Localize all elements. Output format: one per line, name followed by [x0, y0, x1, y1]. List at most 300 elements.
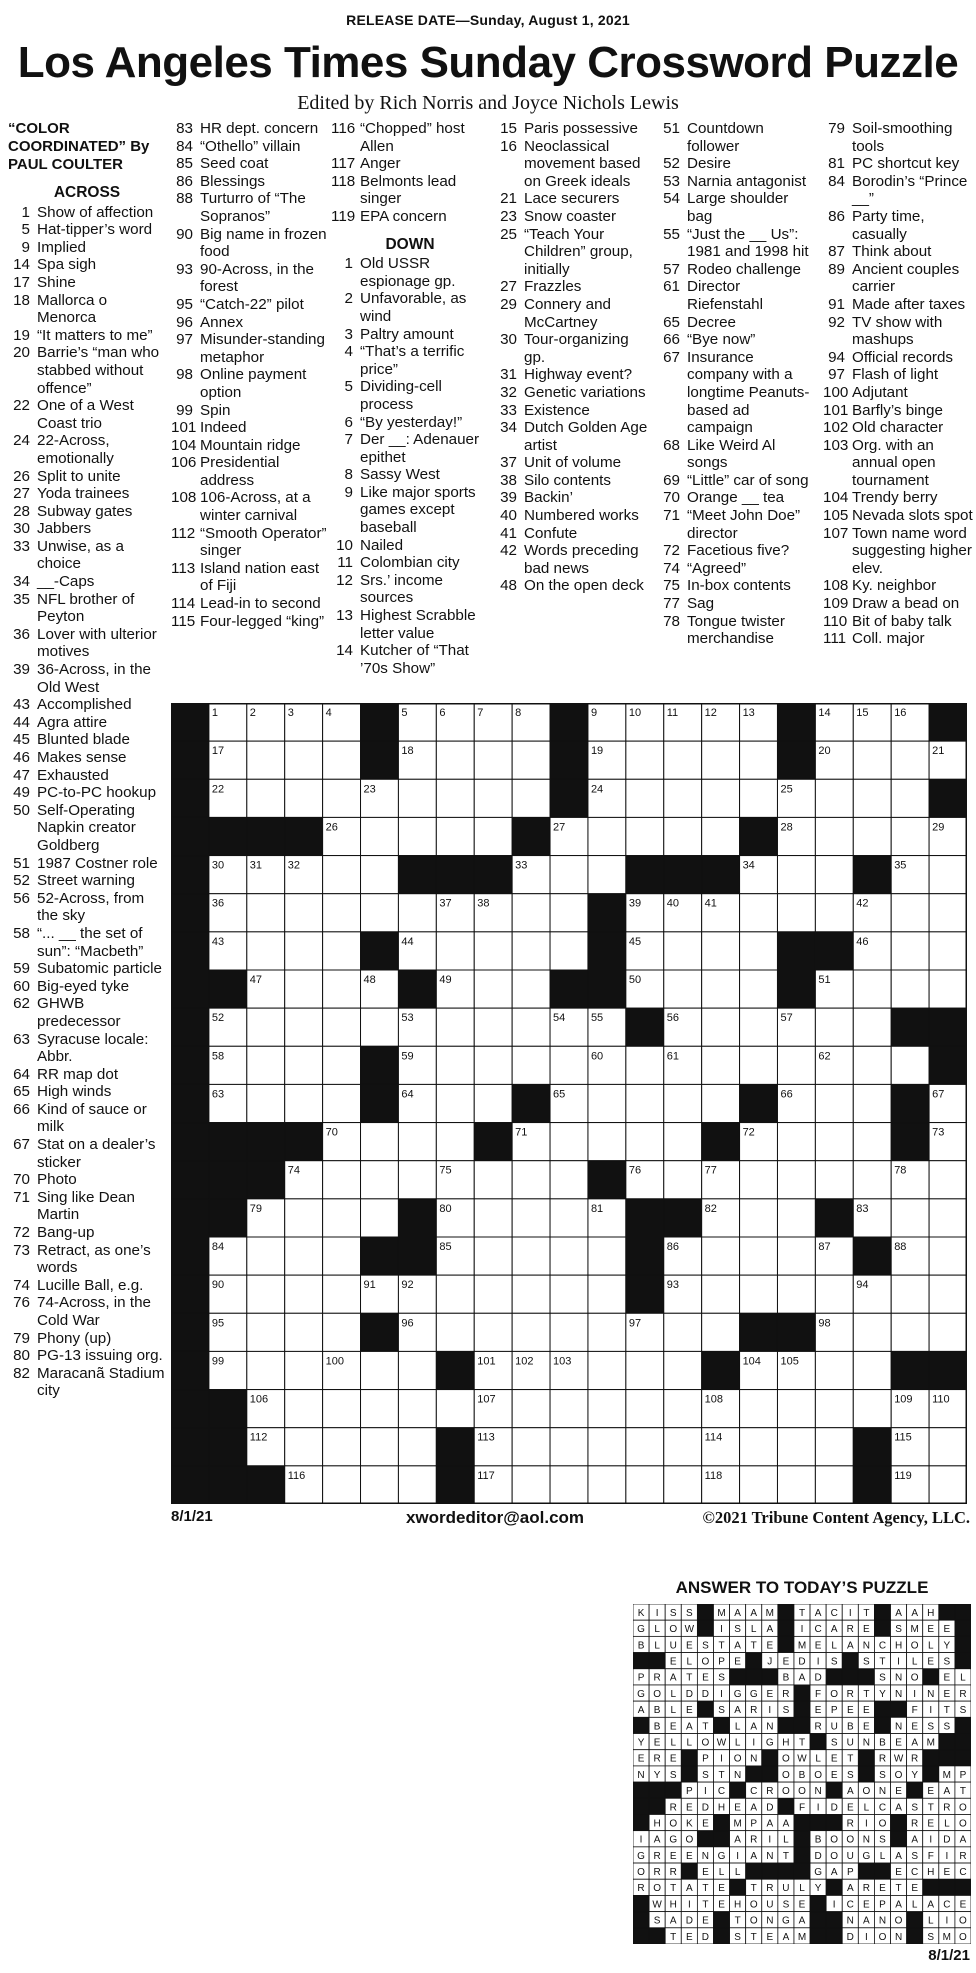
grid-cell[interactable]: [436, 1313, 474, 1351]
grid-cell[interactable]: [664, 1428, 702, 1466]
grid-cell[interactable]: [512, 1466, 550, 1504]
grid-cell[interactable]: [512, 779, 550, 817]
grid-cell[interactable]: [247, 741, 285, 779]
grid-cell[interactable]: [398, 1428, 436, 1466]
grid-cell[interactable]: [474, 1161, 512, 1199]
grid-cell[interactable]: [588, 1275, 626, 1313]
grid-cell[interactable]: [664, 1161, 702, 1199]
grid-cell[interactable]: [777, 1161, 815, 1199]
grid-cell[interactable]: [588, 1237, 626, 1275]
grid-cell[interactable]: [398, 817, 436, 855]
answer-letter: R: [846, 1624, 854, 1636]
grid-cell[interactable]: [626, 1428, 664, 1466]
grid-cell[interactable]: [436, 779, 474, 817]
grid-cell[interactable]: [247, 932, 285, 970]
grid-cell[interactable]: [323, 1199, 361, 1237]
grid-cell[interactable]: [436, 741, 474, 779]
grid-cell[interactable]: [550, 1466, 588, 1504]
cell-number: 26: [325, 821, 338, 834]
answer-letter: H: [927, 1867, 935, 1879]
grid-cell[interactable]: [550, 894, 588, 932]
grid-cell[interactable]: [323, 1390, 361, 1428]
grid-cell[interactable]: [702, 817, 740, 855]
grid-cell[interactable]: [550, 856, 588, 894]
grid-cell[interactable]: [550, 1390, 588, 1428]
answer-letter: N: [814, 1786, 822, 1798]
grid-cell[interactable]: [247, 1275, 285, 1313]
grid-cell[interactable]: [588, 1084, 626, 1122]
grid-cell[interactable]: [777, 1390, 815, 1428]
grid-cell[interactable]: [512, 1008, 550, 1046]
grid-cell[interactable]: [323, 856, 361, 894]
grid-cell[interactable]: [702, 741, 740, 779]
grid-cell[interactable]: [550, 1275, 588, 1313]
grid-cell[interactable]: [853, 1161, 891, 1199]
grid-cell[interactable]: [891, 932, 929, 970]
clue-number: 35: [13, 590, 30, 608]
grid-cell[interactable]: [891, 741, 929, 779]
grid-cell[interactable]: [361, 1161, 399, 1199]
grid-cell[interactable]: [588, 817, 626, 855]
grid-cell[interactable]: [777, 1466, 815, 1504]
clue-text: Sassy West: [360, 466, 440, 484]
grid-cell[interactable]: [361, 1199, 399, 1237]
clue-text: Belmonts lead singer: [360, 172, 457, 208]
grid-cell[interactable]: [702, 779, 740, 817]
grid-cell[interactable]: [815, 894, 853, 932]
grid-cell[interactable]: [361, 1008, 399, 1046]
grid-cell[interactable]: [436, 932, 474, 970]
grid-cell[interactable]: [929, 1237, 967, 1275]
grid-cell[interactable]: [398, 894, 436, 932]
grid-cell[interactable]: [512, 741, 550, 779]
grid-cell[interactable]: [436, 1123, 474, 1161]
clue-number: 70: [13, 1171, 30, 1189]
grid-cell[interactable]: [285, 1084, 323, 1122]
grid-cell[interactable]: [474, 1199, 512, 1237]
grid-cell[interactable]: [815, 1351, 853, 1389]
grid-cell[interactable]: [815, 1084, 853, 1122]
grid-cell[interactable]: [247, 1046, 285, 1084]
grid-cell[interactable]: [664, 779, 702, 817]
grid-cell[interactable]: [853, 741, 891, 779]
grid-cell[interactable]: [512, 1390, 550, 1428]
answer-date: 8/1/21: [928, 1947, 970, 1964]
grid-cell[interactable]: [285, 779, 323, 817]
grid-cell[interactable]: [361, 1123, 399, 1161]
answer-letter: A: [798, 1915, 806, 1927]
grid-cell[interactable]: [361, 894, 399, 932]
grid-cell[interactable]: [588, 1428, 626, 1466]
answer-letter: P: [879, 1899, 886, 1911]
grid-cell[interactable]: [285, 1046, 323, 1084]
clue-text: “It matters to me”: [37, 326, 153, 344]
answer-letter: R: [653, 1753, 661, 1765]
grid-cell[interactable]: [474, 741, 512, 779]
grid-cell[interactable]: [474, 817, 512, 855]
grid-cell[interactable]: [474, 1008, 512, 1046]
answer-letter: D: [943, 1834, 951, 1846]
grid-cell[interactable]: [626, 1123, 664, 1161]
grid-cell[interactable]: [664, 817, 702, 855]
clue-number: 67: [13, 1136, 30, 1154]
grid-cell[interactable]: [740, 1046, 778, 1084]
black-square: [512, 817, 550, 855]
grid-cell[interactable]: [626, 741, 664, 779]
grid-cell[interactable]: [929, 970, 967, 1008]
grid-cell[interactable]: [323, 1008, 361, 1046]
clue-text: Makes sense: [37, 749, 127, 766]
grid-cell[interactable]: [777, 856, 815, 894]
clue-item: [8, 1294, 166, 1329]
clue-text: Soil-smoothing tools: [852, 120, 953, 155]
grid-cell[interactable]: [664, 1313, 702, 1351]
grid-cell[interactable]: [285, 1237, 323, 1275]
grid-cell[interactable]: [664, 1351, 702, 1389]
grid-cell[interactable]: [550, 932, 588, 970]
grid-cell[interactable]: [398, 1466, 436, 1504]
grid-cell[interactable]: [398, 1390, 436, 1428]
grid-cell[interactable]: [815, 779, 853, 817]
grid-cell[interactable]: [891, 1199, 929, 1237]
grid-cell[interactable]: [588, 1351, 626, 1389]
grid-cell[interactable]: [361, 1351, 399, 1389]
grid-cell[interactable]: [285, 1351, 323, 1389]
grid-cell[interactable]: [777, 1428, 815, 1466]
clue-number: 59: [13, 960, 30, 978]
cell-number: 23: [363, 783, 376, 796]
cell-number: 119: [894, 1469, 912, 1482]
grid-cell[interactable]: [777, 894, 815, 932]
clue-item: [658, 314, 817, 332]
grid-cell[interactable]: [512, 1275, 550, 1313]
grid-cell[interactable]: [550, 1237, 588, 1275]
clue-item: [8, 978, 166, 996]
grid-cell[interactable]: [702, 932, 740, 970]
answer-letter: A: [685, 1883, 693, 1895]
clue-item: [8, 1224, 166, 1242]
grid-cell[interactable]: [777, 1046, 815, 1084]
grid-cell[interactable]: [361, 856, 399, 894]
grid-cell[interactable]: [626, 817, 664, 855]
grid-cell[interactable]: [853, 1351, 891, 1389]
grid-cell[interactable]: [626, 779, 664, 817]
clue-text: “Agreed”: [687, 559, 747, 577]
grid-cell[interactable]: [853, 1084, 891, 1122]
answer-letter: S: [734, 1624, 741, 1636]
grid-cell[interactable]: [891, 779, 929, 817]
grid-cell[interactable]: [474, 1275, 512, 1313]
grid-cell[interactable]: [815, 856, 853, 894]
grid-cell[interactable]: [626, 1466, 664, 1504]
grid-cell[interactable]: [550, 1123, 588, 1161]
grid-cell[interactable]: [853, 779, 891, 817]
grid-cell[interactable]: [247, 1008, 285, 1046]
grid-cell[interactable]: [664, 1466, 702, 1504]
clue-item: [495, 331, 652, 366]
grid-cell[interactable]: [815, 1390, 853, 1428]
grid-cell[interactable]: [664, 1084, 702, 1122]
cell-number: 90: [211, 1279, 225, 1292]
grid-cell[interactable]: [398, 1123, 436, 1161]
answer-letter: N: [701, 1850, 710, 1862]
answer-letter: E: [814, 1705, 822, 1717]
grid-cell[interactable]: [323, 1161, 361, 1199]
grid-cell[interactable]: [323, 1084, 361, 1122]
grid-cell[interactable]: [702, 1237, 740, 1275]
grid-cell[interactable]: [891, 817, 929, 855]
answer-black-square: [697, 1701, 713, 1717]
clue-text: Ancient couples carrier: [852, 260, 960, 296]
grid-cell[interactable]: [588, 1313, 626, 1351]
grid-cell[interactable]: [474, 1084, 512, 1122]
grid-cell[interactable]: [740, 1199, 778, 1237]
grid-cell[interactable]: [323, 1237, 361, 1275]
clue-number: 46: [13, 749, 30, 766]
grid-cell[interactable]: [777, 1275, 815, 1313]
black-square: [929, 779, 967, 817]
grid-cell[interactable]: [929, 894, 967, 932]
grid-cell[interactable]: [664, 1390, 702, 1428]
grid-cell[interactable]: [550, 1199, 588, 1237]
cell-number: 118: [704, 1469, 723, 1482]
grid-cell[interactable]: [550, 1046, 588, 1084]
answer-letter: N: [637, 1769, 645, 1781]
grid-cell[interactable]: [361, 817, 399, 855]
grid-cell[interactable]: [929, 932, 967, 970]
grid-cell[interactable]: [740, 741, 778, 779]
grid-cell[interactable]: [398, 1161, 436, 1199]
grid-cell[interactable]: [588, 1390, 626, 1428]
grid-cell[interactable]: [740, 1390, 778, 1428]
answer-letter: G: [862, 1850, 871, 1862]
grid-cell[interactable]: [512, 1046, 550, 1084]
grid-cell[interactable]: [702, 970, 740, 1008]
grid-cell[interactable]: [702, 1046, 740, 1084]
grid-cell[interactable]: [891, 1275, 929, 1313]
black-square: [550, 741, 588, 779]
crossword-grid[interactable]: [171, 703, 967, 1504]
across-header: ACROSS: [53, 184, 121, 201]
grid-cell[interactable]: [853, 1313, 891, 1351]
grid-cell[interactable]: [702, 1084, 740, 1122]
grid-cell[interactable]: [588, 1466, 626, 1504]
clue-item: [823, 208, 973, 243]
grid-cell[interactable]: [740, 970, 778, 1008]
grid-cell[interactable]: [550, 1313, 588, 1351]
cell-number: 10: [628, 707, 642, 719]
grid-cell[interactable]: [853, 1123, 891, 1161]
grid-cell[interactable]: [512, 1199, 550, 1237]
grid-cell[interactable]: [929, 1313, 967, 1351]
grid-cell[interactable]: [702, 1275, 740, 1313]
clue-item: [495, 472, 652, 490]
grid-cell[interactable]: [664, 932, 702, 970]
grid-cell[interactable]: [436, 1046, 474, 1084]
grid-cell[interactable]: [626, 1046, 664, 1084]
black-square: [361, 1084, 399, 1122]
grid-cell[interactable]: [323, 932, 361, 970]
grid-cell[interactable]: [777, 1123, 815, 1161]
grid-cell[interactable]: [815, 1275, 853, 1313]
grid-cell[interactable]: [512, 1161, 550, 1199]
grid-cell[interactable]: [323, 1046, 361, 1084]
grid-cell[interactable]: [474, 1313, 512, 1351]
grid-cell[interactable]: [474, 1237, 512, 1275]
grid-cell[interactable]: [815, 1161, 853, 1199]
clue-text: Colombian city: [360, 554, 460, 572]
grid-cell[interactable]: [626, 1351, 664, 1389]
grid-cell[interactable]: [664, 970, 702, 1008]
black-square: [891, 1123, 929, 1161]
grid-cell[interactable]: [929, 856, 967, 894]
grid-cell[interactable]: [285, 1199, 323, 1237]
grid-cell[interactable]: [740, 779, 778, 817]
grid-cell[interactable]: [740, 894, 778, 932]
grid-cell[interactable]: [323, 1428, 361, 1466]
grid-cell[interactable]: [815, 1008, 853, 1046]
clue-text: Numbered works: [524, 507, 639, 525]
grid-cell[interactable]: [285, 932, 323, 970]
cell-number: 36: [211, 897, 225, 910]
grid-cell[interactable]: [891, 1313, 929, 1351]
grid-cell[interactable]: [929, 1428, 967, 1466]
grid-cell[interactable]: [285, 1008, 323, 1046]
grid-cell[interactable]: [853, 817, 891, 855]
grid-cell[interactable]: [891, 1046, 929, 1084]
grid-cell[interactable]: [474, 779, 512, 817]
grid-cell[interactable]: [815, 1466, 853, 1504]
grid-cell[interactable]: [285, 970, 323, 1008]
grid-cell[interactable]: [512, 1313, 550, 1351]
answer-letter: A: [943, 1786, 951, 1798]
grid-cell[interactable]: [285, 894, 323, 932]
grid-cell[interactable]: [247, 1237, 285, 1275]
grid-cell[interactable]: [853, 1046, 891, 1084]
grid-cell[interactable]: [436, 1008, 474, 1046]
grid-cell[interactable]: [815, 1428, 853, 1466]
grid-cell[interactable]: [512, 970, 550, 1008]
clue-number: 65: [13, 1083, 30, 1101]
grid-cell[interactable]: [740, 1466, 778, 1504]
grid-cell[interactable]: [891, 970, 929, 1008]
grid-cell[interactable]: [512, 894, 550, 932]
clue-text: Presidential address: [200, 454, 280, 489]
grid-cell[interactable]: [436, 1390, 474, 1428]
grid-cell[interactable]: [777, 1237, 815, 1275]
black-square: [777, 970, 815, 1008]
clue-item: [658, 489, 817, 507]
grid-cell[interactable]: [929, 1275, 967, 1313]
grid-cell[interactable]: [361, 1390, 399, 1428]
grid-cell[interactable]: [740, 1237, 778, 1275]
grid-cell[interactable]: [626, 1084, 664, 1122]
answer-letter: M: [733, 1818, 742, 1830]
grid-cell[interactable]: [323, 1275, 361, 1313]
grid-cell[interactable]: [740, 1275, 778, 1313]
grid-cell[interactable]: [398, 1351, 436, 1389]
black-square: [171, 856, 209, 894]
grid-cell[interactable]: [664, 1123, 702, 1161]
grid-cell[interactable]: [664, 741, 702, 779]
grid-cell[interactable]: [702, 1008, 740, 1046]
grid-cell[interactable]: [247, 1313, 285, 1351]
grid-cell[interactable]: [474, 970, 512, 1008]
answer-letter: E: [685, 1705, 693, 1717]
clue-number: 63: [13, 1030, 30, 1048]
grid-cell[interactable]: [815, 1123, 853, 1161]
grid-cell[interactable]: [740, 1428, 778, 1466]
grid-cell[interactable]: [323, 1466, 361, 1504]
grid-cell[interactable]: [929, 1199, 967, 1237]
grid-cell[interactable]: [361, 1466, 399, 1504]
grid-cell[interactable]: [247, 779, 285, 817]
grid-cell[interactable]: [247, 1351, 285, 1389]
grid-cell[interactable]: [474, 1046, 512, 1084]
grid-cell[interactable]: [361, 1428, 399, 1466]
grid-cell[interactable]: [929, 1466, 967, 1504]
grid-cell[interactable]: [398, 779, 436, 817]
grid-cell[interactable]: [588, 1123, 626, 1161]
clue-text: Nailed: [360, 536, 404, 554]
answer-black-square: [955, 1734, 971, 1750]
grid-cell[interactable]: [285, 1390, 323, 1428]
grid-cell[interactable]: [777, 1199, 815, 1237]
grid-cell[interactable]: [323, 741, 361, 779]
grid-cell[interactable]: [815, 817, 853, 855]
grid-cell[interactable]: [853, 1390, 891, 1428]
grid-cell[interactable]: [512, 1237, 550, 1275]
grid-cell[interactable]: [285, 1313, 323, 1351]
grid-cell[interactable]: [436, 1084, 474, 1122]
grid-cell[interactable]: [323, 1313, 361, 1351]
grid-cell[interactable]: [247, 894, 285, 932]
grid-cell[interactable]: [285, 741, 323, 779]
grid-cell[interactable]: [550, 1428, 588, 1466]
grid-cell[interactable]: [512, 932, 550, 970]
grid-cell[interactable]: [891, 894, 929, 932]
grid-cell[interactable]: [323, 894, 361, 932]
grid-cell[interactable]: [929, 1161, 967, 1199]
grid-cell[interactable]: [436, 817, 474, 855]
answer-letter: T: [798, 1737, 806, 1749]
grid-cell[interactable]: [436, 1275, 474, 1313]
grid-cell[interactable]: [285, 1428, 323, 1466]
clue-item: [331, 554, 489, 572]
grid-cell[interactable]: [740, 1161, 778, 1199]
answer-black-square: [794, 1701, 810, 1717]
grid-cell[interactable]: [474, 932, 512, 970]
grid-cell[interactable]: [588, 856, 626, 894]
grid-cell[interactable]: [550, 1161, 588, 1199]
grid-cell[interactable]: [740, 932, 778, 970]
grid-cell[interactable]: [247, 1084, 285, 1122]
clue-text: EPA concern: [360, 207, 447, 225]
grid-cell[interactable]: [702, 1313, 740, 1351]
grid-cell[interactable]: [323, 779, 361, 817]
clue-number: 36: [13, 625, 30, 643]
grid-cell[interactable]: [853, 970, 891, 1008]
answer-letter: R: [782, 1688, 790, 1700]
clue-item: [658, 155, 817, 173]
grid-cell[interactable]: [853, 1008, 891, 1046]
grid-cell[interactable]: [285, 1275, 323, 1313]
grid-cell[interactable]: [323, 970, 361, 1008]
clue-number: 33: [13, 537, 30, 555]
grid-cell[interactable]: [740, 1008, 778, 1046]
grid-cell[interactable]: [626, 1390, 664, 1428]
grid-cell[interactable]: [512, 1428, 550, 1466]
